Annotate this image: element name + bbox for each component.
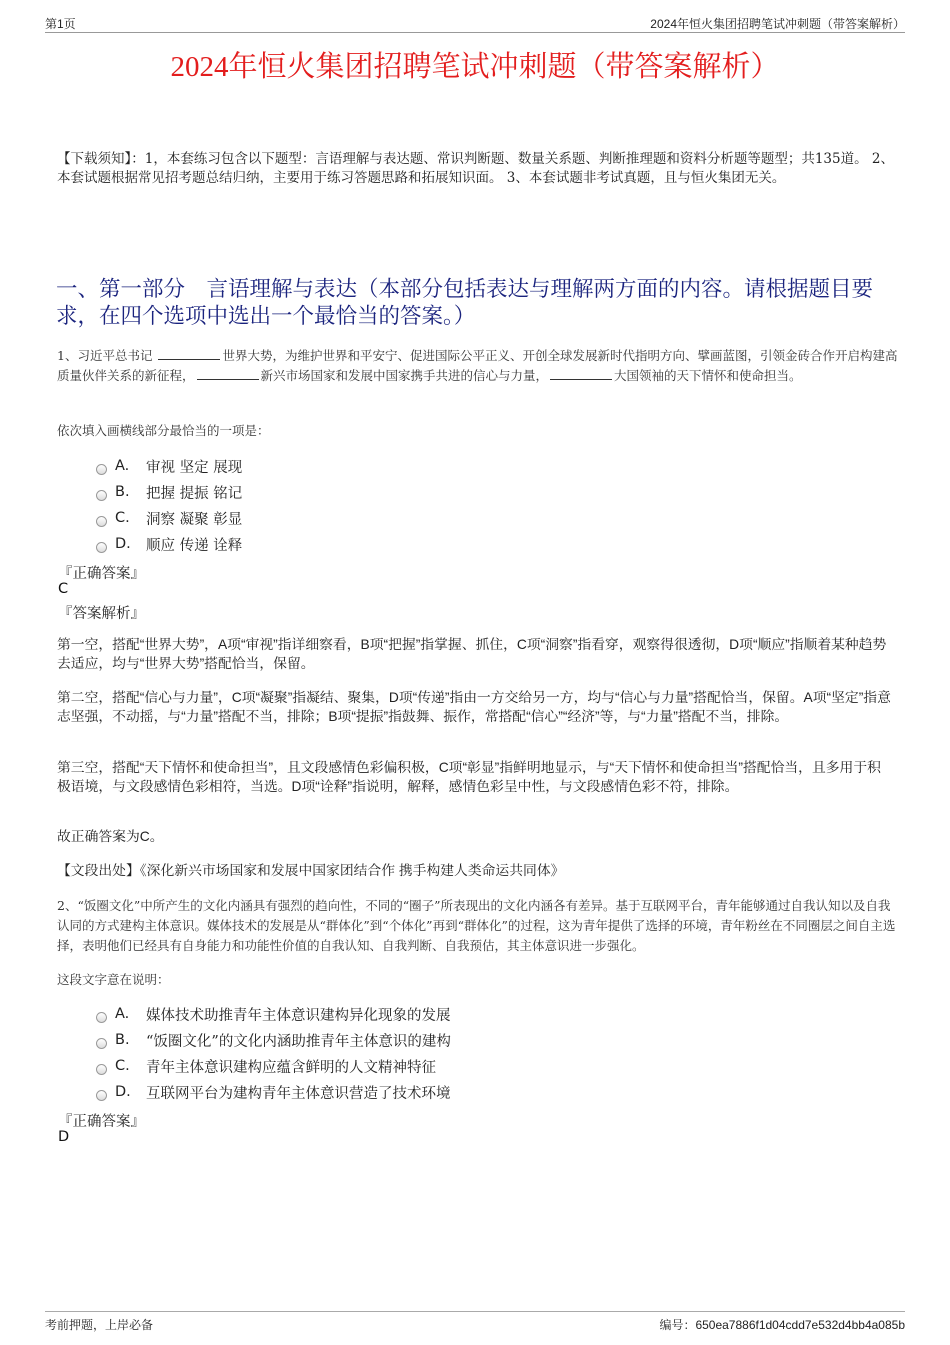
analysis-paragraph-1: 第一空，搭配“世界大势”，A项“审视”指详细察看，B项“把握”指掌握、抓住，C项“洞察”指看穿，观察得很透彻，D项“顺应”指顺着某种趋势去适应，均与“世界大势”搭配恰当，保留。: [57, 637, 887, 671]
question-2-stem: 2、“饭圈文化”中所产生的文化内涵具有强烈的趋向性，不同的“圈子”所表现出的文化内涵各有差异。基于互联网平台，青年能够通过自我认知以及自我认同的方式建构主体意识。媒体技术的发展是从“群体化”到“个体化”再到“群体化”的过程，这为青年提供了选择的环境，青年粉丝在不同圈层之间自主选择，表明他们已经具有自身能力和功能性价值的自我认知、自我判断、自我预估，其主体意识进一步强化。: [57, 898, 896, 953]
option-c[interactable]: C. 青年主体意识建构应蕴含鲜明的人文精神特征: [96, 1053, 451, 1079]
analysis-paragraph-3: 第三空，搭配“天下情怀和使命担当”，且文段感情色彩偏积极，C项“彰显”指鲜明地显示，与“天下情怀和使命担当”搭配恰当，且多用于积极语境，与文段感情色彩相符，当选。D项“诠释”指说明，解释，感情色彩呈中性，与文段感情色彩不符，排除。: [57, 760, 881, 794]
option-b[interactable]: B. 把握 提振 铭记: [96, 479, 242, 505]
text-source: 【文段出处】《深化新兴市场国家和发展中国家团结合作 携手构建人类命运共同体》: [57, 863, 565, 878]
radio-icon[interactable]: [96, 490, 107, 501]
radio-icon[interactable]: [96, 542, 107, 553]
fill-blank-2: [197, 367, 259, 380]
option-a[interactable]: A. 审视 坚定 展现: [96, 453, 242, 479]
question-1-stem: 1、习近平总书记 世界大势，为维护世界和平安宁、促进国际公平正义、开创全球发展新时代指明方向、擘画蓝图，引领金砖合作开启构建高质量伙伴关系的新征程， 新兴市场国家和发展中国家携手共进的信心与力量， 大国领袖的天下情怀和使命担当。: [57, 348, 898, 383]
analysis-paragraph-2: 第二空，搭配“信心与力量”，C项“凝聚”指凝结、聚集，D项“传递”指由一方交给另一方，均与“信心与力量”搭配恰当，保留。A项“坚定”指意志坚强，不动摇，与“力量”搭配不当，排除；B项“提振”指鼓舞、振作，常搭配“信心”“经济”等，与“力量”搭配不当，排除。: [57, 690, 891, 724]
footer-slogan: 考前押题，上岸必备: [45, 1318, 154, 1332]
radio-icon[interactable]: [96, 516, 107, 527]
question-2-prompt: 这段文字意在说明：: [57, 972, 170, 987]
document-title: 2024年恒火集团招聘笔试冲刺题（带答案解析）: [170, 51, 780, 83]
question-2-options: [96, 1001, 451, 1105]
radio-icon[interactable]: [96, 1064, 107, 1075]
option-d[interactable]: D. 互联网平台为建构青年主体意识营造了技术环境: [96, 1079, 451, 1105]
fill-blank-1: [158, 347, 220, 360]
radio-icon[interactable]: [96, 1012, 107, 1023]
radio-icon[interactable]: [96, 1038, 107, 1049]
radio-icon[interactable]: [96, 464, 107, 475]
section-heading: 一、第一部分 言语理解与表达（本部分包括表达与理解两方面的内容。请根据题目要求，在四个选项中选出一个最恰当的答案。）: [56, 277, 874, 329]
option-d[interactable]: D. 顺应 传递 诠释: [96, 531, 242, 557]
header-doc-title: 2024年恒火集团招聘笔试冲刺题（带答案解析）: [650, 17, 905, 31]
correct-answer: D: [58, 1129, 70, 1145]
page-number: 第1页: [45, 17, 76, 31]
option-c[interactable]: C. 洞察 凝聚 彰显: [96, 505, 242, 531]
analysis-label: 『答案解析』: [58, 606, 145, 622]
analysis-conclusion: 故正确答案为C。: [57, 829, 164, 844]
question-1-prompt: 依次填入画横线部分最恰当的一项是：: [57, 423, 270, 438]
question-1-options: [96, 453, 242, 557]
option-a[interactable]: A. 媒体技术助推青年主体意识建构异化现象的发展: [96, 1001, 451, 1027]
correct-answer-label: 『正确答案』: [58, 1114, 145, 1130]
correct-answer: C: [58, 581, 69, 597]
page-header: [45, 14, 905, 33]
document-serial: 编号：650ea7886f1d04cdd7e532d4bb4a085b: [659, 1318, 905, 1332]
option-b[interactable]: B. “饭圈文化”的文化内涵助推青年主体意识的建构: [96, 1027, 451, 1053]
download-notice: 【下载须知】：1，本套练习包含以下题型：言语理解与表达题、常识判断题、数量关系题、判断推理题和资料分析题等题型；共135道。 2、本套试题根据常见招考题总结归纳，主要用于练习答题思路和拓展知识面。 3、本套试题非考试真题，且与恒火集团无关。: [57, 151, 894, 186]
page-footer: [45, 1311, 905, 1332]
fill-blank-3: [550, 367, 612, 380]
correct-answer-label: 『正确答案』: [58, 566, 145, 582]
radio-icon[interactable]: [96, 1090, 107, 1101]
